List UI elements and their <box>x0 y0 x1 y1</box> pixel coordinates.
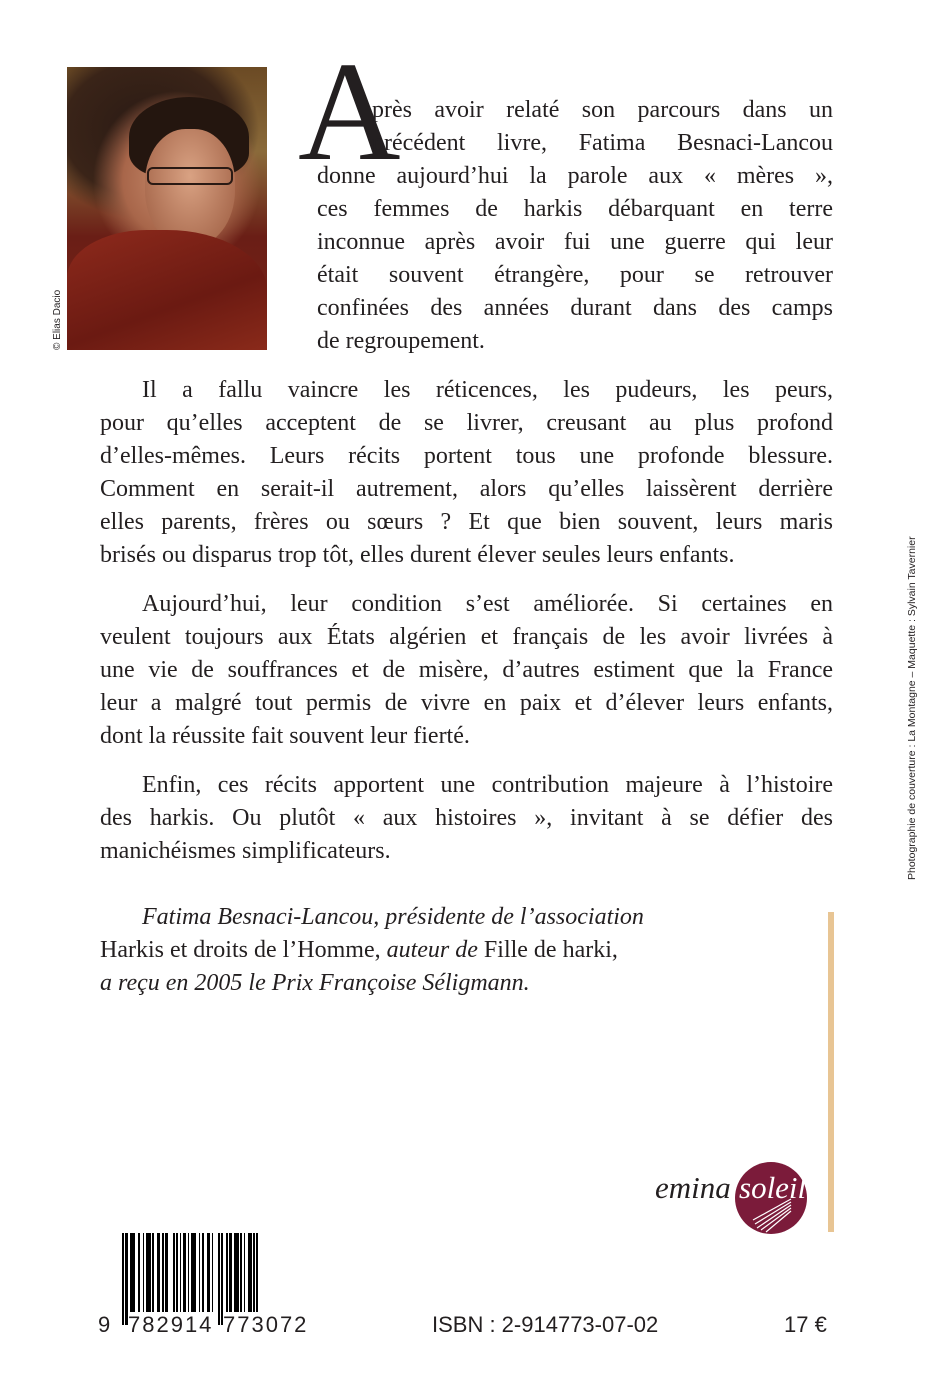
paragraph-1-line: de regroupement. <box>317 328 485 354</box>
publisher-name-part1: emina <box>655 1170 731 1205</box>
publisher-name-part2: soleil <box>739 1170 807 1205</box>
price: 17 € <box>784 1312 827 1337</box>
book-title: Fille de harki, <box>483 937 618 963</box>
paragraph-1-line: donne aujourd’hui la parole aux « mères », <box>317 163 833 189</box>
association-name: Harkis et droits de l’Homme, <box>100 937 381 963</box>
paragraph-4-line: manichéismes simplificateurs. <box>100 838 391 864</box>
paragraph-2-line: pour qu’elles acceptent de se livrer, creusant au plus profond <box>100 410 833 436</box>
signature-line-1: Fatima Besnaci-Lancou, présidente de l’association <box>142 904 644 930</box>
paragraph-3-line: dont la réussite fait souvent leur fierté. <box>100 723 470 749</box>
paragraph-4-line: Enfin, ces récits apportent une contribution majeure à l’histoire <box>142 772 833 798</box>
cover-credit: Photographie de couverture : La Montagne – Maquette : Sylvain Tavernier <box>906 536 918 880</box>
drop-cap: A <box>298 32 401 190</box>
barcode-bar <box>218 1233 220 1325</box>
paragraph-2-line: elles parents, frères ou sœurs ? Et que bien souvent, leurs maris <box>100 509 833 535</box>
paragraph-3-line: Aujourd’hui, leur condition s’est améliorée. Si certaines en <box>142 591 833 617</box>
paragraph-2-line: Il a fallu vaincre les réticences, les pudeurs, les peurs, <box>142 377 833 403</box>
isbn: ISBN : 2-914773-07-02 <box>432 1312 659 1337</box>
barcode-digits-1: 782914 <box>128 1312 214 1337</box>
publisher-logo <box>655 1162 820 1234</box>
paragraph-1-line: confinées des années durant dans des camps <box>317 295 833 321</box>
paragraph-2-line: brisés ou disparus trop tôt, elles durent élever seules leurs enfants. <box>100 542 735 568</box>
author-photo <box>67 67 267 350</box>
paragraph-1-line: ces femmes de harkis débarquant en terre <box>317 196 833 222</box>
signature-line-2 <box>100 934 618 967</box>
paragraph-1-line: inconnue après avoir fui une guerre qui leur <box>317 229 833 255</box>
paragraph-3-line: veulent toujours aux États algérien et français de les avoir livrées à <box>100 624 833 650</box>
paragraph-4-line: des harkis. Ou plutôt « aux histoires », invitant à se défier des <box>100 805 833 831</box>
signature-line-3: a reçu en 2005 le Prix Françoise Séligmann. <box>100 970 530 996</box>
paragraph-3-line: leur a malgré tout permis de vivre en paix et d’élever leurs enfants, <box>100 690 833 716</box>
paragraph-1-line: était souvent étrangère, pour se retrouver <box>317 262 833 288</box>
barcode-digit-lead: 9 <box>98 1312 111 1337</box>
photo-credit: © Elias Dacio <box>52 289 63 350</box>
paragraph-3-line: une vie de souffrances et de misère, d’autres estiment que la France <box>100 657 833 683</box>
paragraph-1-line: près avoir relaté son parcours dans un <box>372 97 833 123</box>
barcode-bar <box>122 1233 124 1325</box>
paragraph-2-line: d’elles-mêmes. Leurs récits portent tous une profonde blessure. <box>100 443 833 469</box>
barcode-digits-2: 773072 <box>223 1312 309 1337</box>
paragraph-1-line: précédent livre, Fatima Besnaci-Lancou <box>372 130 833 156</box>
paragraph-2-line: Comment en serait-il autrement, alors qu’elles laissèrent derrière <box>100 476 833 502</box>
author-of: auteur de <box>380 937 484 963</box>
decorative-bar <box>828 912 834 1232</box>
